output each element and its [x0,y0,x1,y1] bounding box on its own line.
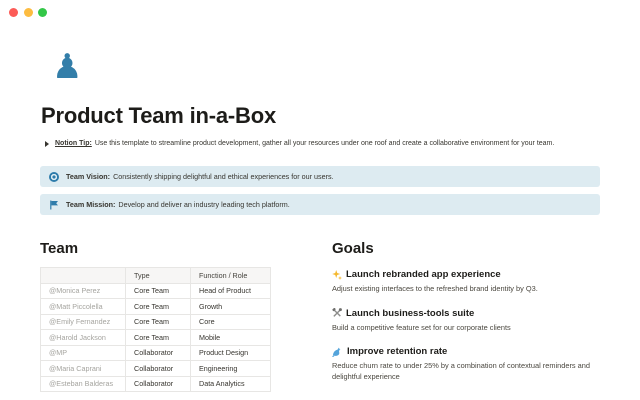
member-type[interactable]: Core Team [126,314,191,330]
table-row[interactable] [41,361,271,377]
table-row[interactable] [41,283,271,299]
member-role[interactable]: Mobile [191,330,271,346]
table-header-row [41,268,271,284]
table-row[interactable] [41,299,271,315]
zoom-window-button[interactable] [38,8,47,17]
notion-tip-toggle[interactable] [44,139,596,148]
member-mention[interactable]: @Monica Perez [41,283,126,299]
col-header-type[interactable]: Type [126,268,191,284]
member-type[interactable]: Core Team [126,330,191,346]
member-mention[interactable]: @Emily Fernandez [41,314,126,330]
team-mission-label: Team Mission: [66,200,116,209]
team-vision-callout[interactable] [40,166,600,187]
goal-title[interactable]: Improve retention rate [347,346,448,358]
table-row[interactable] [41,314,271,330]
goal-description: Reduce churn rate to under 25% by a combination of contextual reminders and delightful experience [332,361,591,382]
member-type[interactable]: Collaborator [126,345,191,361]
goal-description: Build a competitive feature set for our corporate clients [332,322,511,332]
minimize-window-button[interactable] [24,8,33,17]
goal-description: Adjust existing interfaces to the refreshed brand identity by Q3. [332,284,538,293]
sparkles-icon [332,270,342,280]
team-section [40,240,272,392]
member-mention[interactable]: @Matt Piccolella [41,299,126,315]
team-mission-callout[interactable] [40,194,600,215]
member-mention[interactable]: @Maria Caprani [41,361,126,377]
dolphin-icon [332,347,343,357]
member-type[interactable]: Collaborator [126,361,191,377]
toggle-triangle-icon[interactable] [45,141,49,147]
notion-tip-label: Notion Tip: [55,140,92,147]
col-header-name[interactable] [41,268,126,284]
flag-icon [49,200,59,210]
goal-item-retention[interactable] [332,346,600,382]
member-mention[interactable]: @MP [41,345,126,361]
col-header-role[interactable]: Function / Role [191,268,271,284]
member-type[interactable]: Collaborator [126,376,191,392]
team-vision-text: Consistently shipping delightful and ethical experiences for our users. [113,172,334,181]
goals-section [332,240,600,383]
member-type[interactable]: Core Team [126,299,191,315]
member-role[interactable]: Core [191,314,271,330]
hammer-wrench-icon [332,308,342,318]
window-controls [9,8,47,17]
goal-item-business-tools[interactable] [332,308,600,334]
page-title: Product Team in-a-Box [41,103,276,128]
goal-item-rebrand[interactable] [332,269,600,295]
notion-tip-text: Notion Tip: Use this template to streamline product development, gather all your resources under one roof and create a collaborative environment for your team. [55,140,555,147]
goals-heading: Goals [332,240,374,257]
goal-title[interactable]: Launch business-tools suite [346,307,475,319]
table-row[interactable] [41,376,271,392]
table-row[interactable] [41,330,271,346]
member-role[interactable]: Product Design [191,345,271,361]
team-heading: Team [40,240,79,257]
member-type[interactable]: Core Team [126,283,191,299]
goal-title[interactable]: Launch rebranded app experience [346,269,501,280]
member-role[interactable]: Data Analytics [191,376,271,392]
pawn-icon[interactable]: ♟ [52,47,83,87]
table-row[interactable] [41,345,271,361]
member-role[interactable]: Growth [191,299,271,315]
member-role[interactable]: Engineering [191,361,271,377]
team-mission-text: Develop and deliver an industry leading tech platform. [118,200,290,209]
team-vision-label: Team Vision: [66,172,111,181]
close-window-button[interactable] [9,8,18,17]
member-role[interactable]: Head of Product [191,283,271,299]
target-icon [49,172,59,182]
team-table[interactable] [40,267,271,392]
member-mention[interactable]: @Esteban Balderas [41,376,126,392]
member-mention[interactable]: @Harold Jackson [41,330,126,346]
